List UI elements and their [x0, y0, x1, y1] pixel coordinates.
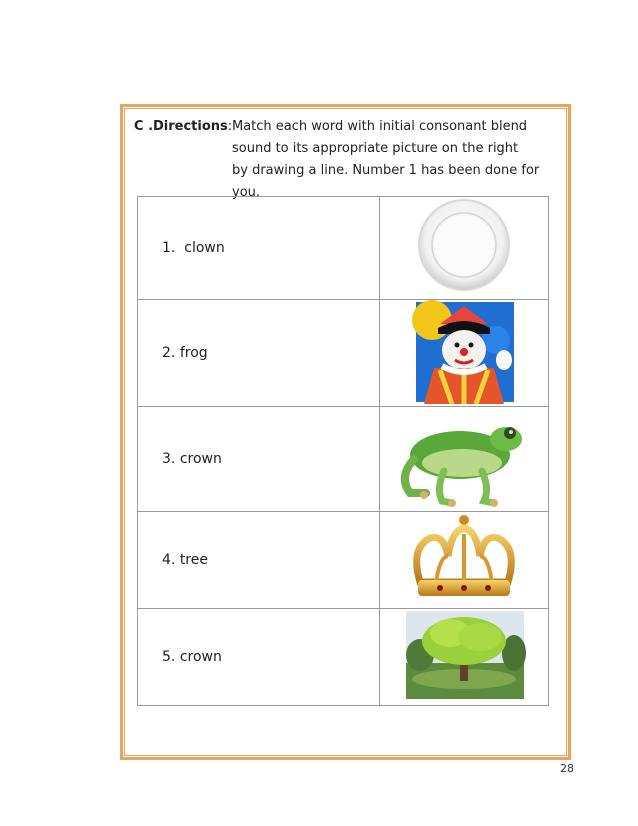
word-cell	[138, 300, 380, 407]
directions-line-1: Match each word with initial consonant blend	[232, 119, 528, 134]
word-cell	[138, 609, 380, 706]
word-cell	[138, 512, 380, 609]
word-label: 3. crown	[162, 451, 222, 467]
table-row	[138, 300, 549, 407]
directions-line-2: sound to its appropriate picture on the right	[232, 141, 519, 156]
picture-cell[interactable]	[380, 512, 549, 609]
page-number: 28	[560, 762, 574, 775]
matching-table	[137, 196, 549, 706]
directions-label: C .Directions:	[134, 119, 233, 134]
directions-line-3: by drawing a line. Number 1 has been done for	[232, 163, 540, 178]
word-cell	[138, 197, 380, 300]
word-cell	[138, 407, 380, 512]
table-row	[138, 407, 549, 512]
word-label: 1. clown	[162, 240, 225, 256]
directions-block	[134, 116, 554, 204]
crown-icon	[380, 512, 548, 608]
word-label: 4. tree	[162, 552, 208, 568]
picture-cell[interactable]	[380, 609, 549, 706]
plate-icon	[380, 197, 548, 299]
frog-icon	[380, 407, 548, 511]
table-row	[138, 197, 549, 300]
picture-cell[interactable]	[380, 197, 549, 300]
picture-cell[interactable]	[380, 407, 549, 512]
directions-line-4: you.	[232, 185, 261, 200]
table-row	[138, 512, 549, 609]
word-label: 5. crown	[162, 649, 222, 665]
word-label: 2. frog	[162, 345, 208, 361]
picture-cell[interactable]	[380, 300, 549, 407]
clown-icon	[380, 300, 548, 406]
tree-icon	[380, 609, 548, 705]
table-row	[138, 609, 549, 706]
